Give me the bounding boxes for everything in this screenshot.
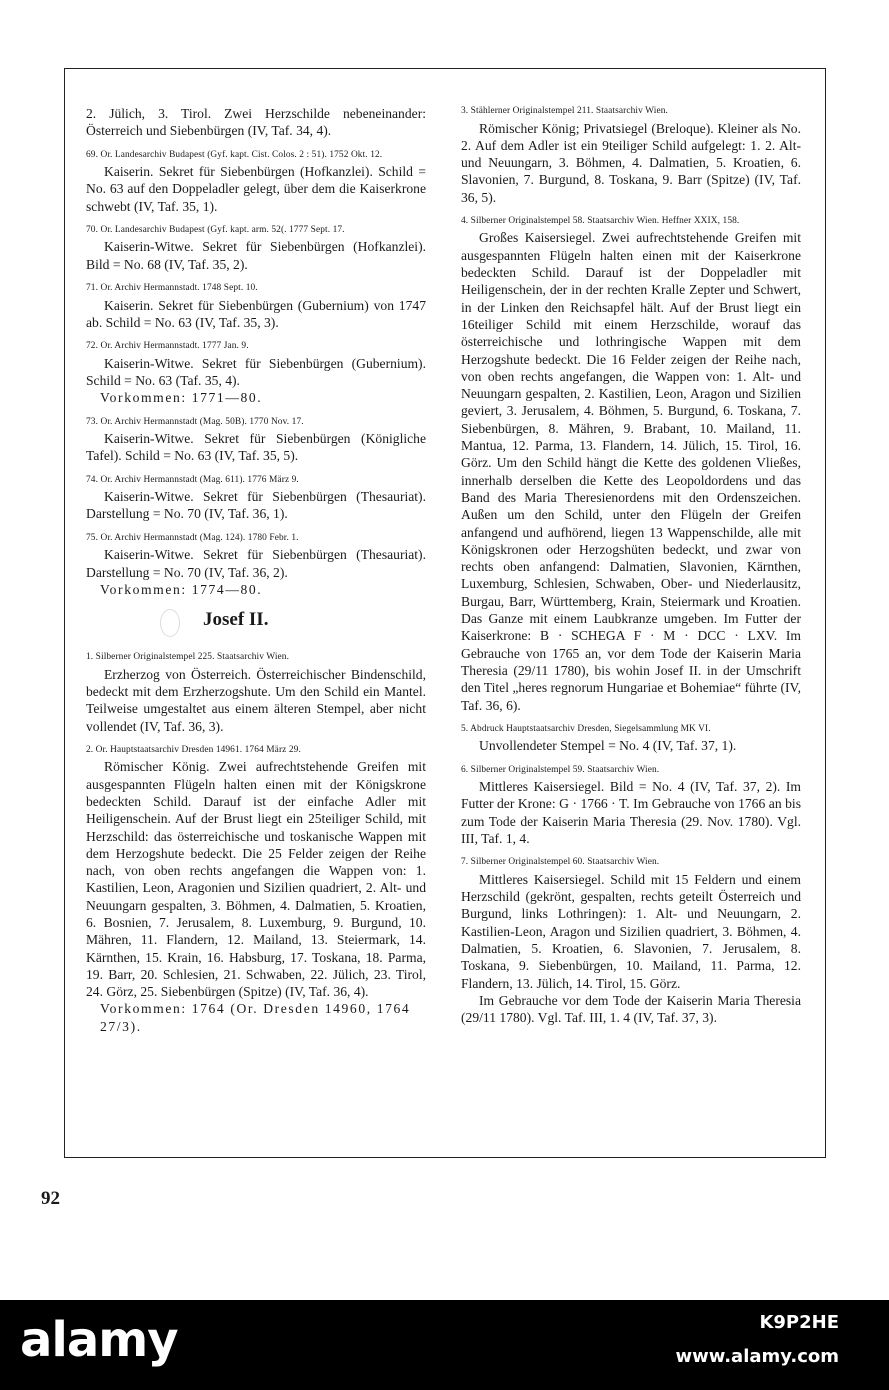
stamp-mark-icon (160, 609, 180, 637)
josef-entry-6 (461, 764, 801, 848)
page-number: 92 (41, 1188, 60, 1209)
entry-header: 75. Or. Archiv Hermannstadt (Mag. 124). 1780 Febr. 1. (86, 532, 299, 543)
watermark-url: www.alamy.com (675, 1346, 839, 1367)
entry-text: Kaiserin-Witwe. Sekret für Siebenbürgen (Gubernium). Schild = No. 63 (Taf. 35, 4). (86, 355, 426, 388)
entry-header: 72. Or. Archiv Hermannstadt. 1777 Jan. 9. (86, 341, 249, 352)
entry-text: Kaiserin. Sekret für Siebenbürgen (Gubernium) von 1747 ab. Schild = No. 63 (IV, Taf. 35, 3). (86, 297, 426, 330)
entry-header: 1. Silberner Originalstempel 225. Staatsarchiv Wien. (86, 652, 290, 663)
entry-69 (86, 149, 426, 215)
entry-text: Kaiserin. Sekret für Siebenbürgen (Hofkanzlei). Schild = No. 63 auf den Doppeladler gelegt, über dem die Kaiserkrone schwebt (IV, Taf. 35, 1). (86, 164, 426, 214)
entry-text: Erzherzog von Österreich. Österreichischer Bindenschild, bedeckt mit dem Erzherzogshute. Um den Schild ein Mantel. Teilweise umgestaltet aus einem älteren Stempel, aber nicht vollendet (IV, Taf. 36, 3). (86, 666, 426, 734)
entry-73 (86, 416, 426, 465)
josef-entry-2 (86, 744, 426, 1035)
section-heading (86, 607, 426, 641)
josef-entry-7 (461, 856, 801, 1026)
entry-header: 70. Or. Landesarchiv Budapest (Gyf. kapt. arm. 52(. 1777 Sept. 17. (86, 224, 345, 235)
entry-header: 73. Or. Archiv Hermannstadt (Mag. 50B). 1770 Nov. 17. (86, 416, 304, 427)
entry-text: Römischer König; Privatsiegel (Breloque). Kleiner als No. 2. Auf dem Adler ist ein 9teiliger Schild aufgelegt: 1. 2. Alt- und Neuungarn, 3. Böhmen, 4. Dalmatien, 5. Kroatien, 6. Slavonien, 7. Burgund, 8. Toskana, 9. Barr (Spitze) (IV, Taf. 36, 5). (461, 120, 801, 205)
entry-text: Mittleres Kaisersiegel. Schild mit 15 Feldern und einem Herzschild (gekrönt, gespalten, rechts geteilt Österreich und Burgund, links Lothringen): 1. Alt- und Neuungarn, 2. Kastilien-Leon, Aragon und Sizilien quadriert, 3. Böhmen, 4. Dalmatien, 5. Kroatien, 6. Slavonien, 7. Jerusalem, 8. Toskana, 9. Siebenbürgen, 10. Mailand, 11. Parma, 12. Flandern, 13. Jülich, 14. Tirol, 15. Görz. (461, 871, 801, 991)
entry-header: 3. Stählerner Originalstempel 211. Staatsarchiv Wien. (461, 106, 668, 116)
vorkommen: Vorkommen: 1774—80. (100, 581, 263, 597)
image-id: K9P2HE (759, 1312, 839, 1333)
entry-75 (86, 532, 426, 598)
watermark-bar (0, 1300, 889, 1390)
entry-header: 7. Silberner Originalstempel 60. Staatsarchiv Wien. (461, 857, 660, 868)
section-title: Josef II. (203, 609, 269, 631)
alamy-logo: alamy (20, 1312, 178, 1368)
entry-text: Kaiserin-Witwe. Sekret für Siebenbürgen (Thesauriat). Darstellung = No. 70 (IV, Taf. 36, 1). (86, 489, 426, 522)
entry-header: 71. Or. Archiv Hermannstadt. 1748 Sept. 10. (86, 283, 258, 294)
entry-text-continued: Im Gebrauche vor dem Tode der Kaiserin Maria Theresia (29/11 1780). Vgl. Taf. III, 1. 4 (IV, Taf. 37, 3). (461, 992, 801, 1026)
vorkommen: Vorkommen: 1771—80. (100, 390, 263, 406)
entry-text: 2. Jülich, 3. Tirol. Zwei Herzschilde nebeneinander: Österreich und Siebenbürgen (IV, Taf. 34, 4). (86, 106, 426, 139)
entry-header: 5. Abdruck Hauptstaatsarchiv Dresden, Siegelsammlung MK VI. (461, 723, 711, 734)
left-column (86, 105, 426, 1044)
entry-header: 4. Silberner Originalstempel 58. Staatsarchiv Wien. Heffner XXIX, 158. (461, 215, 740, 226)
josef-entry-4 (461, 215, 801, 714)
entry-71 (86, 282, 426, 331)
entry-text: Großes Kaisersiegel. Zwei aufrechtstehende Greifen mit ausgespannten Flügeln halten einen mit der Kaiserkrone bedeckten Schild. Darauf ist der Doppeladler mit Heiligenschein, der in der rechten Kralle Zepter und Schwert, in der Linken den Reichsapfel hält. Auf der Brust liegt ein 16teiliger Schild mit einem Herzschilde, worauf das österreichische und lothringische Wappen mit dem Herzogshute bedeckt. Die 16 Felder zeigen der Reihe nach, von oben rechts angefangen, die Wappen von: 1. Alt- und Neuungarn gespalten, 2. Kastilien, Leon, Aragon und Sizilien geviert, 3. Jerusalem, 4. Böhmen, 5. Burgund, 6. Toskana, 7. Siebenbürgen, 8. Mähren, 9. Brabant, 10. Mailand, 11. Mantua, 12. Parma, 13. Flandern, 14. Jülich, 15. Tirol, 16. Görz. Um den Schild hängt die Kette des goldenen Vließes, innerhalb derselben die Kette des Leopoldordens und das Band des Maria Theresienordens mit den Ordenszeichen. Außen um den Schild, unter den Flügeln der Greifen anfangend und aufhörend, liegen 13 Wappenschilde, alle mit Königskronen oder Herzogshüten bedeckt, und zwar von rechts oben anfangend: Dalmatien, Slavonien, Kärnthen, Luxemburg, Schlesien, Schwaben, Ober- und Niederlausitz, Burgau, Barr, Württemberg, Krain, Steiermark und Kroatien. Das Ganze mit einem Laubkranze umgeben. Im Futter der Kaiserkrone: B · SCHEGA F · M · DCC · LXV. Im Gebrauche von 1765 an, vor dem Tode der Kaiserin Maria Theresia (29/11 1780), bis wohin Josef II. in der Umschrift den Titel „heres regnorum Hungariae et Bohemiae“ führte (IV, Taf. 36, 6). (461, 230, 801, 713)
right-column (461, 105, 801, 1035)
entry-74 (86, 474, 426, 523)
josef-entry-5 (461, 723, 801, 755)
entry-70 (86, 224, 426, 273)
vorkommen: Vorkommen: 1764 (Or. Dresden 14960, 1764 27/3). (100, 1001, 411, 1034)
entry-text: Römischer König. Zwei aufrechtstehende Greifen mit ausgespannten Flügeln halten einen mit der Königskrone bedeckten Schild. Darauf ist der einfache Adler mit Heiligenschein. Auf der Brust liegt ein 25teiliger Schild, mit Herzschild: das österreichische und toskanische Wappen mit dem Herzogshute bedeckt. Die 25 Felder zeigen der Reihe nach, von oben rechts angefangen die Wappen von: 1. Kastilien, Leon, Aragonien und Sizilien quadriert, 2. Alt- und Neuungarn gespalten, 3. Böhmen, 4. Dalmatien, 5. Kroatien, 6. Bosnien, 7. Jerusalem, 8. Luxemburg, 9. Burgund, 10. Mähren, 11. Flandern, 12. Mailand, 13. Steiermark, 14. Kärnthen, 15. Krain, 16. Habsburg, 17. Toskana, 18. Parma, 19. Barr, 20. Schlesien, 21. Schwaben, 22. Jülich, 23. Tirol, 24. Görz, 25. Siebenbürgen (Spitze) (IV, Taf. 36, 4). (86, 759, 426, 1000)
page-frame (64, 68, 826, 1158)
entry-0 (86, 105, 426, 140)
entry-72 (86, 340, 426, 406)
entry-text: Kaiserin-Witwe. Sekret für Siebenbürgen (Thesauriat). Darstellung = No. 70 (IV, Taf. 36, 2). (86, 547, 426, 580)
entry-header: 69. Or. Landesarchiv Budapest (Gyf. kapt. Cist. Colos. 2 : 51). 1752 Okt. 12. (86, 149, 383, 160)
entry-text: Kaiserin-Witwe. Sekret für Siebenbürgen (Königliche Tafel). Schild = No. 63 (IV, Taf. 35, 5). (86, 431, 426, 464)
josef-entry-1 (86, 651, 426, 735)
entry-header: 2. Or. Hauptstaatsarchiv Dresden 14961. 1764 März 29. (86, 744, 301, 755)
entry-text: Kaiserin-Witwe. Sekret für Siebenbürgen (Hofkanzlei). Bild = No. 68 (IV, Taf. 35, 2). (86, 239, 426, 272)
josef-entry-3 (461, 105, 801, 206)
entry-header: 74. Or. Archiv Hermannstadt (Mag. 611). 1776 März 9. (86, 474, 299, 485)
entry-header: 6. Silberner Originalstempel 59. Staatsarchiv Wien. (461, 764, 660, 775)
entry-text: Unvollendeter Stempel = No. 4 (IV, Taf. 37, 1). (479, 738, 737, 754)
entry-text: Mittleres Kaisersiegel. Bild = No. 4 (IV, Taf. 37, 2). Im Futter der Krone: G · 1766 · T. Im Gebrauche von 1766 an bis zum Tode der Kaiserin Maria Theresia (29. Nov. 1780). Vgl. III, Taf. 1, 4. (461, 779, 801, 846)
